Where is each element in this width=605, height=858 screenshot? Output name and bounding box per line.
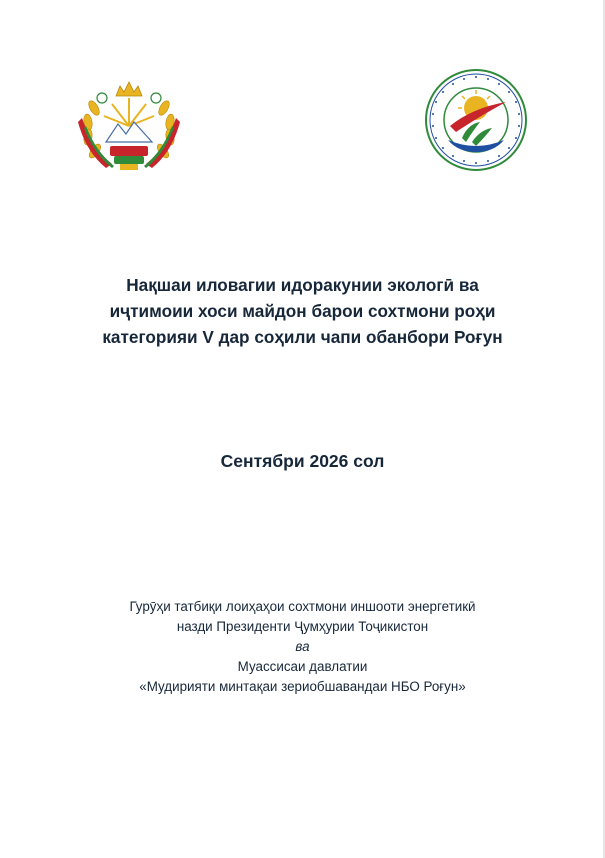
organization-block: [40, 597, 565, 697]
org-conjunction: ва: [295, 639, 310, 654]
org-line-5: «Мудирияти минтақаи зериобшавандаи НБО Роғун»: [139, 679, 466, 694]
organization-seal-icon: [422, 68, 530, 172]
org-line-2: назди Президенти Ҷумҳурии Тоҷикистон: [176, 619, 429, 634]
org-line-1: Гурӯҳи татбиқи лоиҳаҳои сохтмони иншооти энергетикӣ: [129, 599, 476, 614]
document-date: Сентябри 2026 сол: [220, 451, 385, 471]
org-line-4: Муассисаи давлатии: [237, 659, 368, 674]
title-line-2: иҷтимоии хоси майдон барои сохтмони роҳи: [109, 301, 496, 321]
title-line-3: категорияи V дар соҳили чапи обанбори Роғун: [102, 327, 503, 347]
title-line-1: Нақшаи иловагии идоракунии экологӣ ва: [126, 275, 479, 295]
document-title: [40, 272, 565, 350]
state-emblem-icon: [72, 68, 186, 178]
